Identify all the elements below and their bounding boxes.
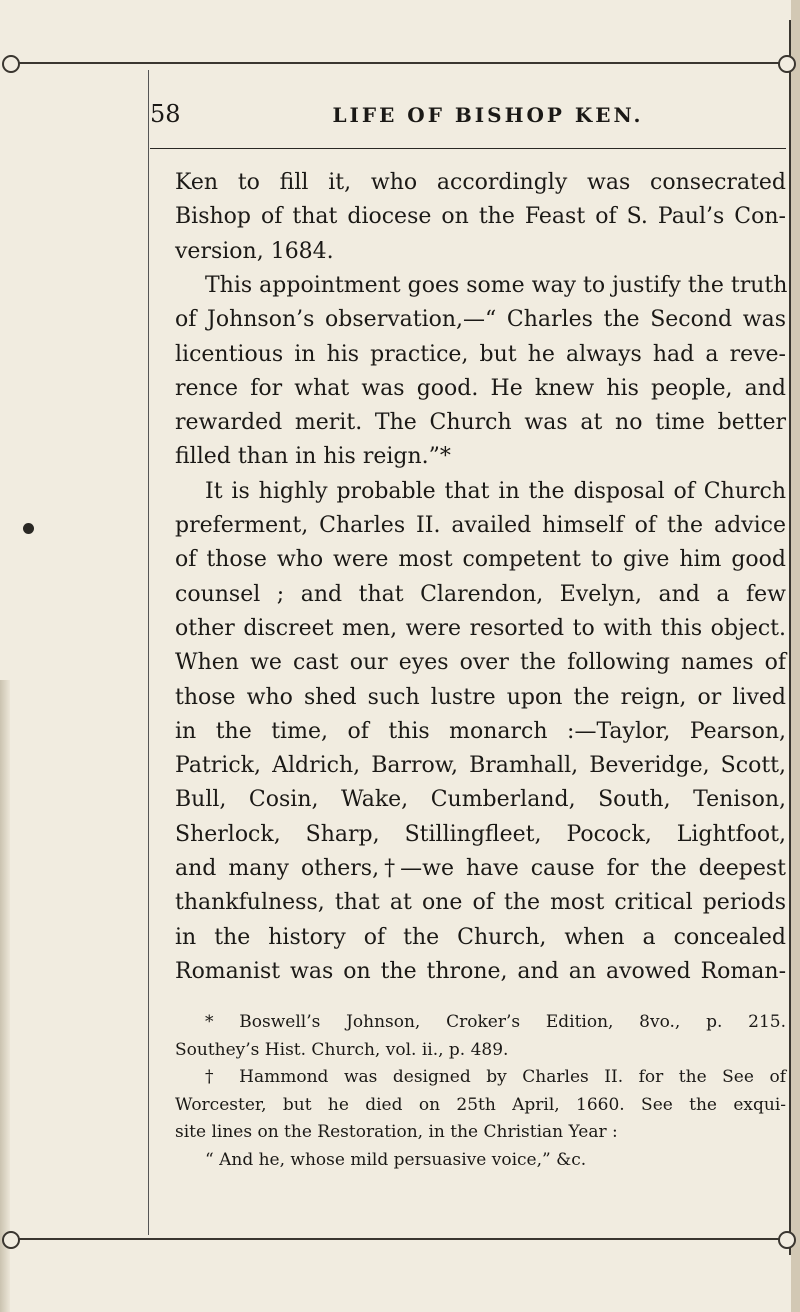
ink-dot-mark: [23, 523, 34, 534]
footnote-line: site lines on the Restoration, in the Christian Year :: [175, 1122, 618, 1142]
text-line: version, 1684.: [175, 238, 334, 264]
footnote-line: “ And he, whose mild persuasive voice,” &c.: [205, 1149, 587, 1170]
text-line: in the history of the Church, when a concealed: [175, 924, 786, 950]
bottom-left-ring-icon: [2, 1231, 20, 1249]
text-line: of Johnson’s observation,—“ Charles the Second was: [175, 307, 786, 333]
page-number: 58: [150, 100, 181, 128]
text-line: preferment, Charles II. availed himself of the advice: [175, 513, 786, 538]
text-line: rewarded merit. The Church was at no time better: [175, 410, 786, 436]
top-left-ring-icon: [2, 55, 20, 73]
running-title: LIFE OF BISHOP KEN.: [332, 103, 644, 127]
text-line: thankfulness, that at one of the most critical periods: [175, 890, 786, 916]
text-line: This appointment goes some way to justify the truth: [205, 272, 788, 298]
text-line: other discreet men, were resorted to with this object.: [175, 615, 786, 641]
page-fold-shadow: [0, 680, 10, 1312]
text-line: Sherlock, Sharp, Stillingfleet, Pocock, Lightfoot,: [175, 821, 786, 847]
text-line: Patrick, Aldrich, Barrow, Bramhall, Beveridge, Scott,: [175, 753, 786, 779]
text-line: filled than in his reign.”*: [175, 444, 451, 470]
text-line: counsel ; and that Clarendon, Evelyn, and a few: [175, 581, 786, 607]
left-margin-line: [148, 70, 149, 1235]
text-line: those who shed such lustre upon the reign, or lived: [175, 684, 786, 710]
top-right-ring-icon: [778, 55, 796, 73]
text-line: Romanist was on the throne, and an avowed Roman-: [175, 958, 786, 984]
text-line: licentious in his practice, but he always had a reve-: [175, 341, 786, 367]
footnote-line: † Hammond was designed by Charles II. for the See of: [205, 1067, 786, 1087]
text-line: It is highly probable that in the disposal of Church: [205, 478, 786, 504]
top-border-rule: [12, 62, 785, 64]
text-line: rence for what was good. He knew his people, and: [175, 375, 786, 401]
text-line: Ken to fill it, who accordingly was consecrated: [175, 170, 786, 195]
text-line: and many others,†—we have cause for the deepest: [175, 856, 786, 881]
header-rule: [150, 148, 786, 149]
text-line: Bull, Cosin, Wake, Cumberland, South, Tenison,: [175, 787, 786, 813]
bottom-right-ring-icon: [778, 1231, 796, 1249]
bottom-border-rule: [12, 1238, 785, 1240]
right-margin-line: [789, 20, 791, 1255]
text-line: Bishop of that diocese on the Feast of S. Paul’s Con-: [175, 204, 786, 230]
page-edge-shadow: [791, 0, 800, 1312]
page-header: [150, 96, 786, 138]
text-line: in the time, of this monarch :—Taylor, Pearson,: [175, 718, 786, 744]
text-line: of those who were most competent to give him good: [175, 547, 786, 573]
footnote-line: Southey’s Hist. Church, vol. ii., p. 489.: [175, 1039, 509, 1060]
footnote-line: Worcester, but he died on 25th April, 1660. See the exqui-: [175, 1094, 786, 1115]
text-line: When we cast our eyes over the following names of: [175, 650, 786, 676]
footnote-line: * Boswell’s Johnson, Croker’s Edition, 8vo., p. 215.: [205, 1012, 786, 1032]
